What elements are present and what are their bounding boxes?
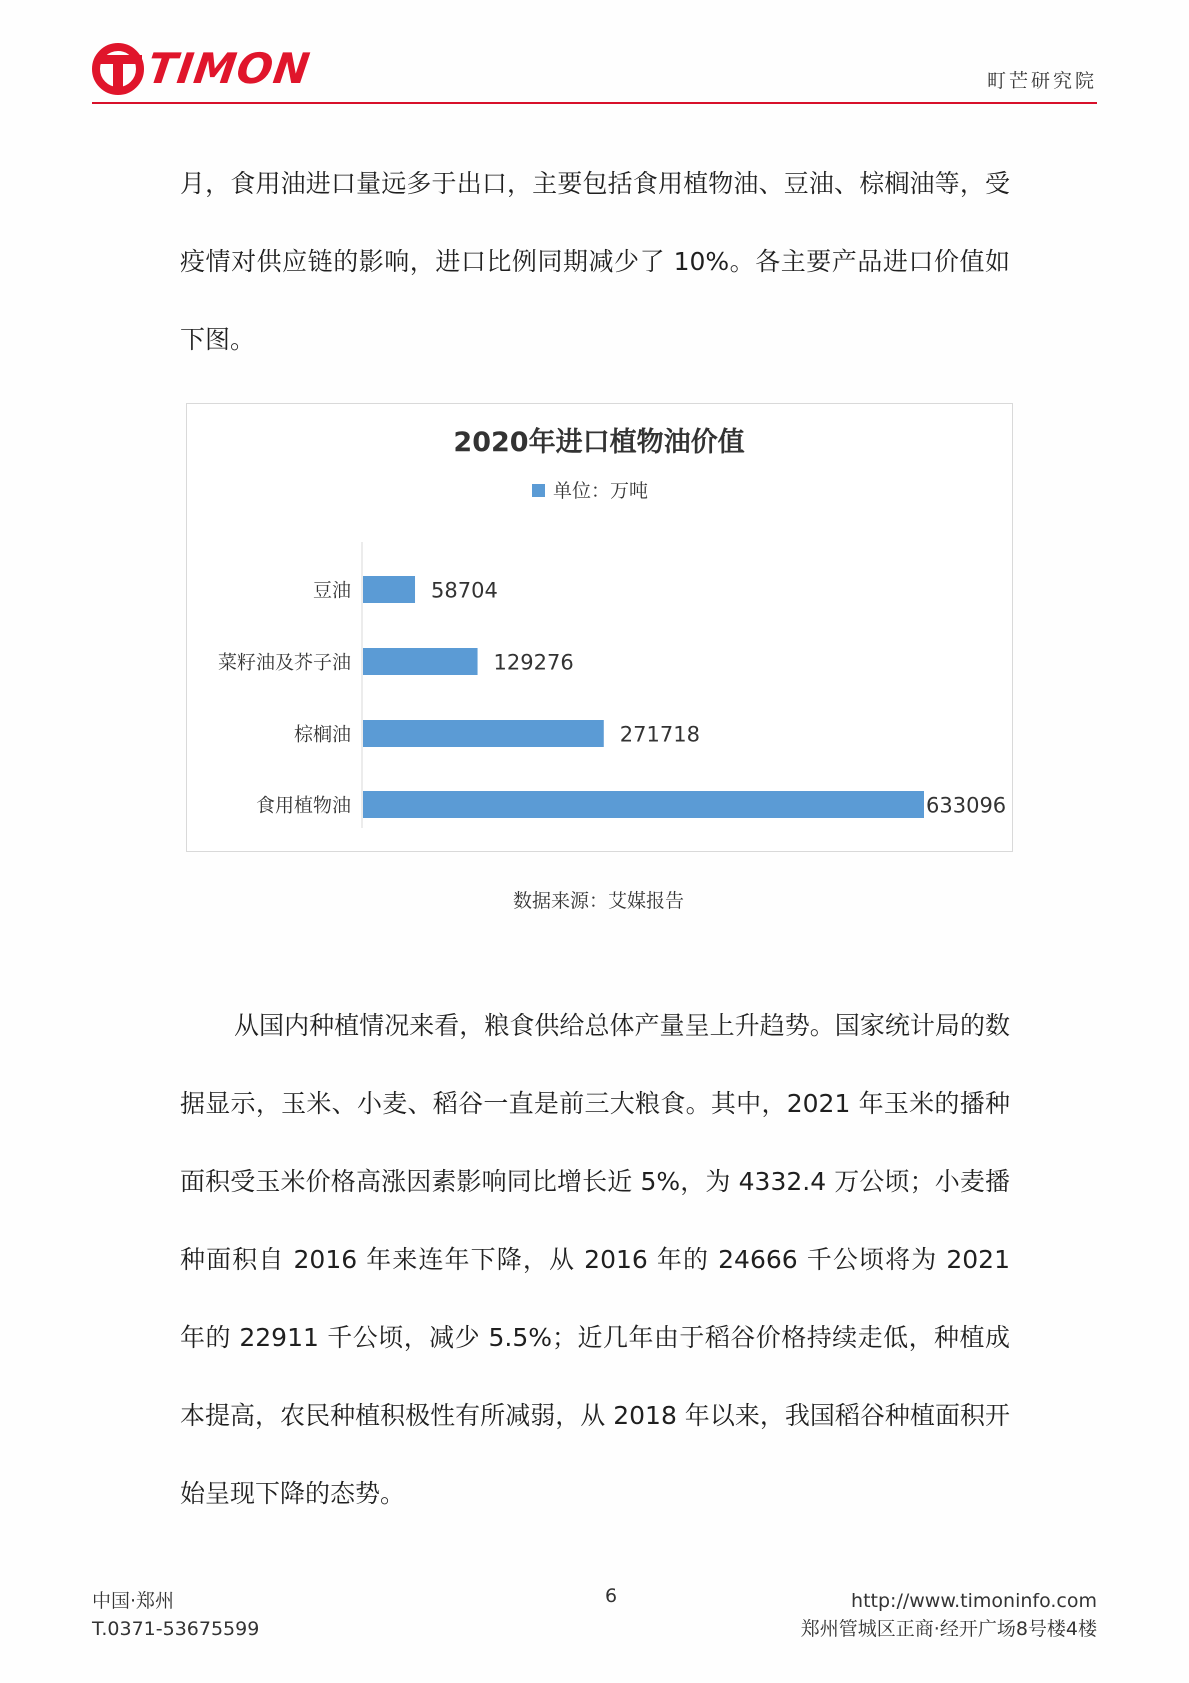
page-header — [92, 30, 1097, 106]
footer-location: 中国·郑州 — [92, 1590, 175, 1612]
legend-label: 单位：万吨 — [553, 480, 649, 502]
header-divider — [92, 102, 1097, 104]
bar-chart — [186, 403, 1013, 852]
timon-logo-mark-icon — [92, 41, 146, 95]
category-label: 豆油 — [312, 579, 351, 602]
bars-group — [218, 576, 1006, 818]
legend-swatch — [532, 484, 545, 497]
data-label: 129276 — [493, 650, 574, 675]
category-label: 棕榈油 — [293, 723, 351, 746]
paragraph-2: 从国内种植情况来看，粮食供给总体产量呈上升趋势。国家统计局的数据显示，玉米、小麦、稻谷一直是前三大粮食。其中，2021 年玉米的播种面积受玉米价格高涨因素影响同比增长近 5%，为 4332.4 万公顷；小麦播种面积自 2016 年来连年下降，从 2016 年的 24666 千公顷将为 2021 年的 22911 千公顷，减少 5.5%；近几年由于稻谷价格持续走低，种植成本提高，农民种植积极性有所减弱，从 2018 年以来，我国稻谷种植面积开始呈现下降的态势。 — [180, 1011, 1010, 1508]
bar — [363, 648, 478, 675]
footer-website: http://www.timoninfo.com — [851, 1590, 1097, 1612]
bar — [363, 720, 604, 747]
footer-right — [801, 1587, 1097, 1643]
category-label: 食用植物油 — [255, 794, 351, 817]
paragraph-1: 月，食用油进口量远多于出口，主要包括食用植物油、豆油、棕榈油等，受疫情对供应链的影响，进口比例同期减少了 10%。各主要产品进口价值如下图。 — [180, 169, 1010, 354]
category-label: 菜籽油及芥子油 — [217, 651, 351, 674]
footer-left — [92, 1587, 259, 1643]
logo-text: TIMON — [144, 43, 314, 93]
chart-caption: 数据来源：艾媒报告 — [512, 890, 684, 912]
page-number: 6 — [604, 1585, 618, 1607]
footer-phone: T.0371-53675599 — [92, 1618, 260, 1640]
timon-logo — [92, 38, 314, 98]
chart-title: 2020年进口植物油价值 — [453, 427, 745, 458]
data-label: 633096 — [926, 793, 1007, 818]
footer-address: 郑州管城区正商·经开广场8号楼4楼 — [800, 1618, 1097, 1640]
bar — [363, 791, 924, 818]
bar — [363, 576, 415, 603]
chart-svg — [187, 404, 1012, 851]
data-label: 58704 — [431, 578, 498, 603]
data-label: 271718 — [619, 722, 700, 747]
institute-name: 町芒研究院 — [986, 70, 1097, 92]
